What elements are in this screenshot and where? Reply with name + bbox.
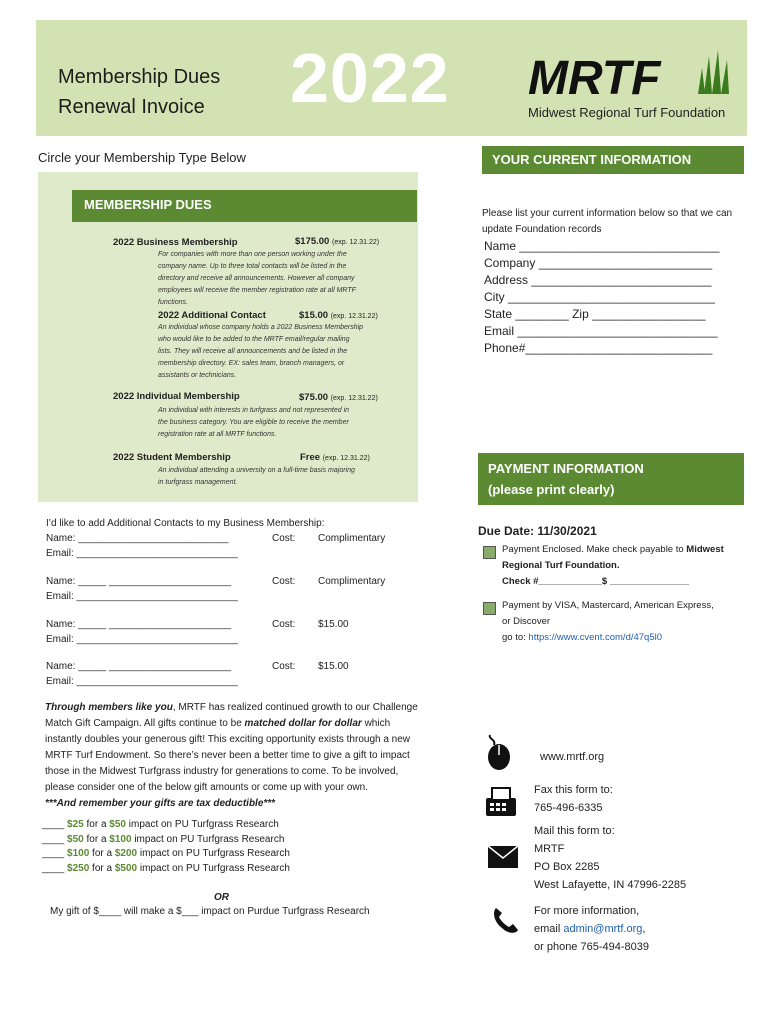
info-intro: Please list your current information below so that we can update Foundation records bbox=[482, 208, 733, 235]
title-line-1: Membership Dues bbox=[58, 66, 221, 88]
logo-text: MRTF bbox=[528, 52, 661, 105]
contact-name-field[interactable]: Name: _____ ______________________ bbox=[46, 576, 232, 587]
contact-cost: $15.00 bbox=[318, 619, 349, 630]
contact-email-field[interactable]: Email: _____________________________ bbox=[46, 675, 238, 687]
circle-instruction: Circle your Membership Type Below bbox=[38, 150, 246, 165]
membership-price: $75.00 (exp. 12.31.22) bbox=[299, 392, 378, 403]
membership-description: An individual whose company holds a 2022 Business Membership who would like to be added to the MRTF email/regular mailing lists. They will receive all announcements and be listed in the membership directory. EX: sales team, branch managers, or assistants or technicians. bbox=[158, 324, 364, 379]
contact-name-field[interactable]: Name: ___________________________ bbox=[46, 533, 229, 544]
payment-heading: PAYMENT INFORMATION (please print clearly) bbox=[478, 453, 744, 505]
contact-cost: $15.00 bbox=[318, 661, 349, 672]
city-field[interactable]: City _______________________________ bbox=[484, 290, 715, 304]
state-zip-field[interactable]: State ________ Zip _________________ bbox=[484, 307, 706, 321]
contact-block bbox=[46, 660, 238, 689]
contact-cost-label: Cost: bbox=[272, 619, 296, 630]
membership-description: An individual with interests in turfgrass and not represented in the business category. You are eligible to receive the member registration rate at all MRTF functions. bbox=[158, 407, 350, 438]
address-field[interactable]: Address ___________________________ bbox=[484, 273, 712, 287]
payment-enclosed-checkbox[interactable] bbox=[483, 546, 496, 559]
contact-block bbox=[46, 618, 238, 647]
membership-price: $15.00 (exp. 12.31.22) bbox=[299, 310, 378, 321]
fax-icon bbox=[484, 786, 518, 818]
year: 2022 bbox=[290, 39, 450, 117]
mail-info: Mail this form to: MRTF PO Box 2285 West Lafayette, IN 47996-2285 bbox=[534, 825, 687, 891]
contact-cost-label: Cost: bbox=[272, 533, 296, 544]
contact-email-field[interactable]: Email: _____________________________ bbox=[46, 590, 238, 602]
title-line-2: Renewal Invoice bbox=[58, 96, 205, 118]
dues-heading: MEMBERSHIP DUES bbox=[72, 190, 417, 222]
contact-cost: Complimentary bbox=[318, 533, 386, 544]
membership-title[interactable]: 2022 Student Membership bbox=[113, 452, 231, 463]
gift-option[interactable]: ____ $250 for a $500 impact on PU Turfgrass Research bbox=[42, 862, 290, 874]
mouse-icon bbox=[484, 733, 514, 771]
payment-card-text: Payment by VISA, Mastercard, American Express, or Discover go to: https://www.cvent.com/d/47q5l0 bbox=[502, 600, 714, 643]
payment-enclosed-text: Payment Enclosed. Make check payable to Midwest Regional Turf Foundation. Check #____________$ _______________ bbox=[502, 544, 724, 587]
email-link[interactable]: admin@mrtf.org bbox=[563, 923, 643, 935]
contact-cost-label: Cost: bbox=[272, 661, 296, 672]
website[interactable]: www.mrtf.org bbox=[540, 751, 605, 763]
envelope-icon bbox=[487, 845, 519, 869]
contact-cost: Complimentary bbox=[318, 576, 386, 587]
gift-option[interactable]: ____ $100 for a $200 impact on PU Turfgrass Research bbox=[42, 848, 290, 859]
contact-email-field[interactable]: Email: _____________________________ bbox=[46, 547, 238, 559]
phone-icon bbox=[490, 906, 520, 936]
current-info-heading: YOUR CURRENT INFORMATION bbox=[482, 146, 744, 174]
info-fields bbox=[484, 238, 720, 357]
fax-info: Fax this form to: 765-496-6335 bbox=[534, 784, 613, 814]
gift-paragraph: Through members like you, MRTF has realized continued growth to our Challenge Match Gift Campaign. All gifts continue to be matched dollar for dollar which instantly doubles your generous gift! This exciting opportunity exists through a new MRTF Turf Endowment. So there’s never been a better time to give a gift to impact those in the Midwest Turfgrass industry for generations to come. To be involved, please consider one of the below gift amounts or come up with your own. ***And remember your gifts are tax deductible*** bbox=[45, 702, 418, 809]
company-field[interactable]: Company __________________________ bbox=[484, 256, 713, 270]
membership-title[interactable]: 2022 Individual Membership bbox=[113, 391, 240, 402]
membership-description: For companies with more than one person working under the company name. Up to three total contacts will be listed in the directory and receive all announcements. However all company employees will receive the member registration rate at all MRTF functions. bbox=[158, 251, 356, 306]
gift-option[interactable]: ____ $50 for a $100 impact on PU Turfgrass Research bbox=[42, 833, 285, 845]
or-label: OR bbox=[214, 892, 229, 903]
contact-cost-label: Cost: bbox=[272, 576, 296, 587]
custom-gift-field[interactable]: My gift of $____ will make a $___ impact on Purdue Turfgrass Research bbox=[50, 906, 370, 917]
due-date: Due Date: 11/30/2021 bbox=[478, 524, 597, 538]
logo-subtitle: Midwest Regional Turf Foundation bbox=[528, 105, 726, 120]
contact-name-field[interactable]: Name: _____ ______________________ bbox=[46, 661, 232, 672]
additional-contacts-intro: I’d like to add Additional Contacts to my Business Membership: bbox=[46, 518, 325, 529]
name-field[interactable]: Name ______________________________ bbox=[484, 239, 720, 253]
membership-price: $175.00 (exp. 12.31.22) bbox=[295, 236, 380, 247]
payment-link[interactable]: https://www.cvent.com/d/47q5l0 bbox=[528, 632, 663, 643]
contact-email-field[interactable]: Email: _____________________________ bbox=[46, 633, 238, 645]
grass-icon bbox=[698, 50, 729, 94]
page-title bbox=[58, 62, 220, 122]
gift-option[interactable]: ____ $25 for a $50 impact on PU Turfgrass Research bbox=[42, 819, 279, 830]
membership-description: An individual attending a university on a full-time basis majoring in turfgrass management. bbox=[158, 467, 355, 486]
more-info: For more information, email admin@mrtf.org, or phone 765-494-8039 bbox=[534, 905, 649, 953]
phone-field[interactable]: Phone#____________________________ bbox=[484, 341, 713, 355]
membership-title[interactable]: 2022 Additional Contact bbox=[158, 310, 266, 321]
membership-price: Free (exp. 12.31.22) bbox=[300, 452, 370, 463]
contact-block bbox=[46, 532, 238, 561]
email-field[interactable]: Email ______________________________ bbox=[484, 324, 718, 338]
payment-card-checkbox[interactable] bbox=[483, 602, 496, 615]
contact-name-field[interactable]: Name: _____ ______________________ bbox=[46, 619, 232, 630]
contact-block bbox=[46, 575, 238, 604]
membership-title[interactable]: 2022 Business Membership bbox=[113, 237, 238, 248]
gift-options bbox=[42, 818, 290, 876]
